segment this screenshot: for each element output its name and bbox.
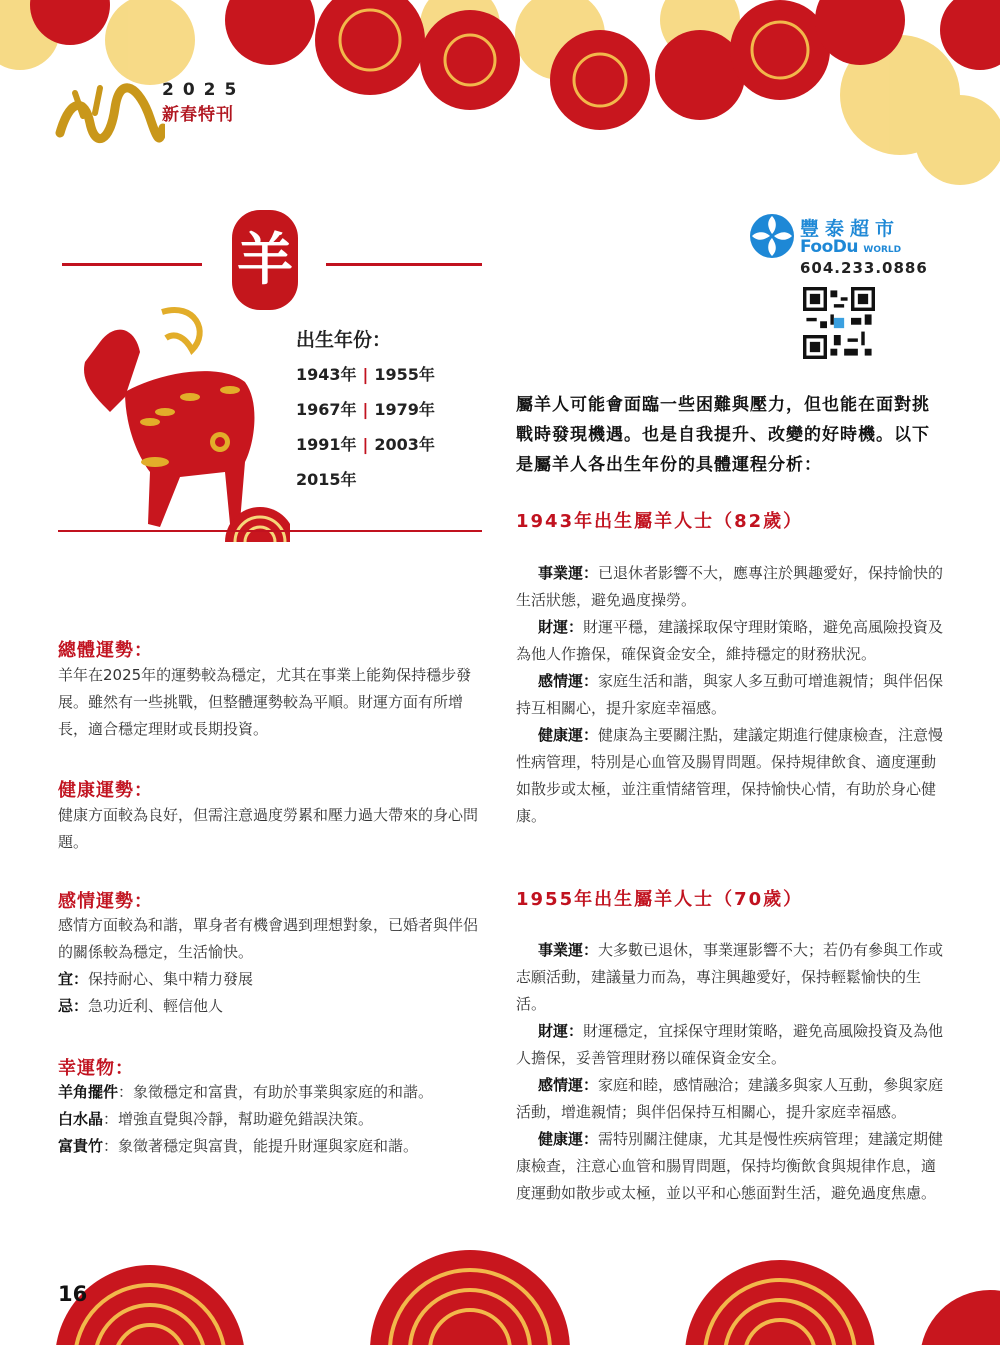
- fortune-entry: 財運：財運平穩，建議採取保守理財策略，避免高風險投資及為他人作擔保，確保資金安全，維持穩定的財務狀況。: [516, 618, 944, 663]
- divider-right: [326, 263, 482, 266]
- store-name: 豐泰超市: [800, 218, 901, 240]
- love-do: 宜：保持耐心、集中精力發展: [58, 970, 254, 988]
- birth-year: 1967年: [296, 400, 357, 419]
- birth-year: 1991年: [296, 435, 357, 454]
- lucky-item: 羊角擺件：象徵穩定和富貴，有助於事業與家庭的和諧。: [58, 1083, 434, 1101]
- divider-left: [62, 263, 202, 266]
- lucky-items-title: 幸運物：: [58, 1058, 134, 1079]
- birth-year: 1979年: [374, 400, 435, 419]
- store-phone: 604.233.0886: [800, 259, 928, 277]
- birth-year: 1943年: [296, 365, 357, 384]
- issue-year: 2025: [162, 80, 246, 100]
- fortune-entry: 感情運：家庭生活和諧，與家人多互動可增進親情；與伴侶保持互相關心，提升家庭幸福感。: [516, 672, 944, 717]
- lucky-item: 富貴竹：象徵著穩定與富貴，能提升財運與家庭和諧。: [58, 1137, 419, 1155]
- decorative-waves-bottom: [0, 1240, 1000, 1345]
- store-logo-icon: [748, 212, 796, 260]
- overall-fortune-title: 總體運勢：: [58, 640, 153, 661]
- divider-bottom: [58, 530, 482, 532]
- qr-code[interactable]: [803, 287, 875, 359]
- fortune-entry: 事業運：已退休者影響不大，應專注於興趣愛好，保持愉快的生活狀態，避免過度操勞。: [516, 564, 944, 609]
- issue-title: 新春特刊: [162, 105, 234, 125]
- year-1943-block: [516, 560, 944, 830]
- fortune-entry: 感情運：家庭和睦，感情融洽；建議多與家人互動，參與家庭活動，增進親情；與伴侶保持互相關心，提升家庭幸福感。: [516, 1076, 944, 1121]
- birth-years-row: 1991年 | 2003年: [296, 435, 435, 454]
- health-fortune-title: 健康運勢：: [58, 780, 153, 801]
- health-fortune-text: 健康方面較為良好，但需注意過度勞累和壓力過大帶來的身心問題。: [58, 806, 479, 851]
- birth-year: 2015年: [296, 470, 357, 489]
- love-fortune-title: 感情運勢：: [58, 891, 153, 912]
- love-fortune-block: [58, 912, 486, 1020]
- year-1955-block: [516, 937, 944, 1207]
- year-1943-title: 1943年出生屬羊人士（82歲）: [516, 511, 804, 532]
- love-fortune-text: 感情方面較為和諧，單身者有機會遇到理想對象，已婚者與伴侶的關係較為穩定，生活愉快。: [58, 916, 479, 961]
- page-number: 16: [58, 1282, 88, 1306]
- lucky-item: 白水晶：增強直覺與冷靜，幫助避免錯誤決策。: [58, 1110, 374, 1128]
- zodiac-seal: 羊: [232, 210, 298, 310]
- birth-years-row: 1943年 | 1955年: [296, 365, 435, 384]
- fortune-entry: 健康運：需特別關注健康，尤其是慢性疾病管理；建議定期健康檢查，注意心血管和腸胃問題，保持均衡飲食與規律作息，適度運動如散步或太極，並以平和心態面對生活，避免過度焦慮。: [516, 1130, 944, 1202]
- snake-calligraphy-logo: [55, 78, 165, 148]
- birth-years-label: 出生年份：: [296, 329, 392, 351]
- fortune-entry: 健康運：健康為主要關注點，建議定期進行健康檢查，注意慢性病管理，特別是心血管及腸胃問題。保持規律飲食、適度運動如散步或太極，並注重情緒管理，保持愉快心情，有助於身心健康。: [516, 726, 944, 825]
- store-brand: FooDu WORLD: [800, 237, 902, 257]
- fortune-entry: 財運：財運穩定，宜採保守理財策略，避免高風險投資及為他人擔保，妥善管理財務以確保資金安全。: [516, 1022, 944, 1067]
- birth-year: 2003年: [374, 435, 435, 454]
- overall-fortune-text: 羊年在2025年的運勢較為穩定，尤其在事業上能夠保持穩步發展。雖然有一些挑戰，但整體運勢較為平順。財運方面有所增長，適合穩定理財或長期投資。: [58, 666, 472, 738]
- birth-year: 1955年: [374, 365, 435, 384]
- birth-years-row: 1967年 | 1979年: [296, 400, 435, 419]
- love-dont: 忌：急功近利、輕信他人: [58, 997, 224, 1015]
- goat-illustration: [70, 302, 290, 552]
- intro-paragraph: 屬羊人可能會面臨一些困難與壓力，但也能在面對挑戰時發現機遇。也是自我提升、改變的好時機。以下是屬羊人各出生年份的具體運程分析：: [516, 395, 930, 475]
- lucky-items-list: [58, 1079, 486, 1160]
- fortune-entry: 事業運：大多數已退休，事業運影響不大；若仍有參與工作或志願活動，建議量力而為，專注興趣愛好，保持輕鬆愉快的生活。: [516, 941, 944, 1013]
- birth-years-row: [296, 467, 357, 490]
- year-1955-title: 1955年出生屬羊人士（70歲）: [516, 889, 804, 910]
